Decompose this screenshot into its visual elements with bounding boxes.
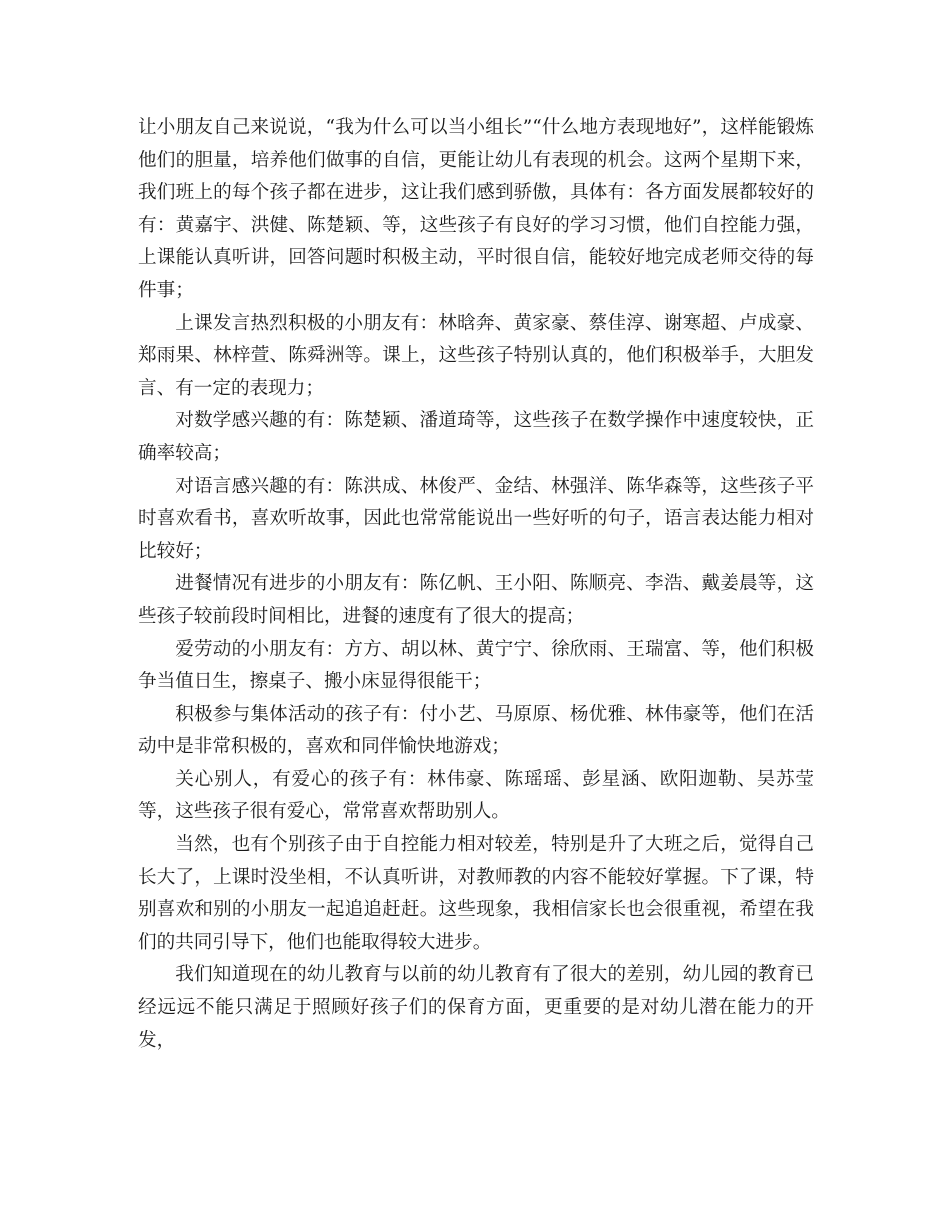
paragraph-language-interest: 对语言感兴趣的有：陈洪成、林俊严、金结、林强洋、陈华森等，这些孩子平时喜欢看书，喜欢听故事，因此也常常能说出一些好听的句子，语言表达能力相对比较好；	[138, 475, 814, 562]
document-body	[138, 112, 814, 1057]
paragraph-eating-progress: 进餐情况有进步的小朋友有：陈亿帆、王小阳、陈顺亮、李浩、戴姜晨等，这些孩子较前段时间相比，进餐的速度有了很大的提高；	[138, 573, 814, 627]
paragraph-math-interest: 对数学感兴趣的有：陈楚颖、潘道琦等，这些孩子在数学操作中速度较快，正确率较高；	[138, 410, 814, 464]
paragraph-caring-children: 关心别人，有爱心的孩子有：林伟豪、陈瑶瑶、彭星涵、欧阳迦勒、吴苏莹等，这些孩子很有爱心，常常喜欢帮助别人。	[138, 768, 814, 823]
paragraph-active-speakers: 上课发言热烈积极的小朋友有：林晗奔、黄家豪、蔡佳淳、谢寒超、卢成豪、郑雨果、林梓萱、陈舜洲等。课上，这些孩子特别认真的，他们积极举手，大胆发言、有一定的表现力；	[138, 312, 814, 399]
paragraph-love-labor: 爱劳动的小朋友有：方方、胡以林、黄宁宁、徐欣雨、王瑞富、等，他们积极争当值日生，擦桌子、搬小床显得很能干；	[138, 638, 814, 693]
paragraph-self-control-issues: 当然，也有个别孩子由于自控能力相对较差，特别是升了大班之后，觉得自己长大了，上课时没坐相，不认真听讲，对教师教的内容不能较好掌握。下了课，特别喜欢和别的小朋友一起追追赶赶。这些现象，我相信家长也会很重视，希望在我们的共同引导下，他们也能取得较大进步。	[138, 834, 814, 953]
paragraph-intro-continued: 让小朋友自己来说说，“我为什么可以当小组长”“什么地方表现地好”，这样能锻炼他们的胆量，培养他们做事的自信，更能让幼儿有表现的机会。这两个星期下来，我们班上的每个孩子都在进步，这让我们感到骄傲，具体有：各方面发展都较好的有：黄嘉宇、洪健、陈楚颖、等，这些孩子有良好的学习习惯，他们自控能力强，上课能认真听讲，回答问题时积极主动，平时很自信，能较好地完成老师交待的每件事；	[138, 117, 814, 301]
paragraph-education-changes: 我们知道现在的幼儿教育与以前的幼儿教育有了很大的差别，幼儿园的教育已经远远不能只满足于照顾好孩子们的保育方面，更重要的是对幼儿潜在能力的开发，	[138, 964, 814, 1051]
paragraph-group-activities: 积极参与集体活动的孩子有：付小艺、马原原、杨优雅、林伟豪等，他们在活动中是非常积极的，喜欢和同伴愉快地游戏；	[138, 703, 814, 758]
